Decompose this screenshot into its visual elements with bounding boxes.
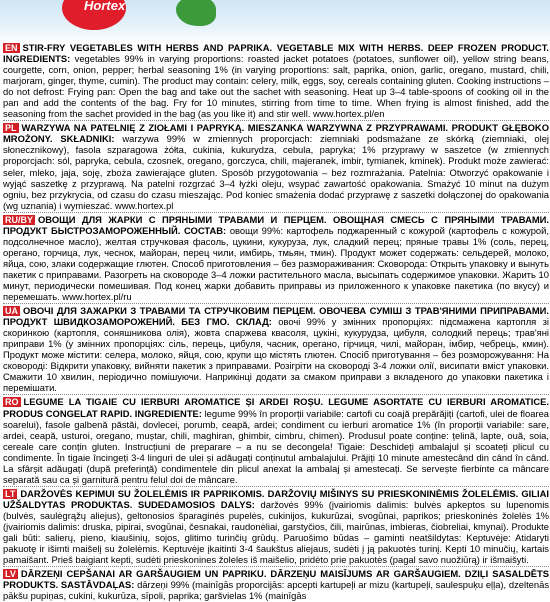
section-body: legume 99% în proporții variabile: cartofi cu coajă prepărăjiți (cartofi, ulei de floarea soarelui), fasole galbenă păstăi, dovlecei, porumb, ceapă, ardei; condiment cu ierburi aromatice 1% (în proporții variabile: sare, ardei, ceapă, usturoi, oregano, muștar, chili, maghiran, ghimbir, cimbru, chimen). Produsul poate conține: țelină, lapte, ouă, soia, cereale care conțin gluten. Instrucțiuni de preparare – a nu se decongela! Tigaie: Deschideți ambalajul și scoateți plicul cu condimente. În tigaie încingeți 3-4 linguri de ulei și adăugați conținutul ambalajului. Prăjiți 10 minute amestecând din când în când. La sfârșit adăugați (după preferință) condimentele din plicul anexat la ambalaj și amestecați. Se servește fierbinte ca mâncare separată sau ca și garnitură pentru felul doi de mâncare. [3,407,549,485]
section-heading: STIR-FRY VEGETABLES WITH HERBS AND PAPRIKA. VEGETABLE MIX WITH HERBS. DEEP FROZEN PRODUCT. INGREDIENTS: [3,42,549,65]
language-code: UA [5,306,18,317]
section-lt [3,488,549,565]
section-ua [3,305,549,393]
section-ru-by [3,214,549,302]
section-heading: LEGUME LA TIGAIE CU IERBURI AROMATICE ȘI ARDEI ROȘU. LEGUME ASORTATE CU IERBURI AROMATICE. PRODUS CONGELAT RAPID. INGREDIENTE: [3,396,549,419]
section-heading: WARZYWA NA PATELNIĘ Z ZIOŁAMI I PAPRYKĄ. MIESZANKA WARZYWNA Z PRZYPRAWAMI. PRODUKT GŁĘBOKO MROŻONY. SKŁADNIKI: [3,122,549,145]
ingredient-sections [3,42,549,602]
section-body: daržovės 99% (įvairiomis dalimis: bulvės apkeptos su lupenomis (bulvės, saulėgrąžų aliejus), geltonosios šparaginės pupelės, cukinijos, kukurūzai, svogūnai, paprikos; prieskoninės žolelės 1% (įvairiomis dalimis: druska, pipirai, svogūnai, česnakai, raudonėliai, garstyčios, čili, mairūnas, imbieras, čiobreliai, kmynai). Produkte gali būti: salierų, pieno, kiaušinių, sojos, glitimo turinčių grūdų. Paruošimo būdas – gaminti neatšildytas: Keptuvėje: Atidaryti pakuotę ir išimti maišelį su žolelėmis. Keptuvėje įkaitinti 3-4 šaukštus aliejaus, sudėti į ją pakuotės turinį. Kepti 10 minučių, kartais pamaišant. Prieš baigiant kepti, sudėti prieskonines žoleles iš maišelio, pridėto prie pakuotės (pagal savo nuožiūrą) ir išmaišyti. [3,498,549,566]
language-code: PL [5,123,17,134]
section-body: dārzeņi 99% (mainīgās proporcijās: apcepti kartupeļi ar mizu (kartupeļi, saulespuķu eļļa), dzeltenās pākšu pupiņas, cukini, kukurūza, sīpoli, paprika; garšvielas 1% (mainīgās [3,579,550,602]
section-body: vegetables 99% in varying proportions: roasted jacket potatoes (potatoes, sunflower oil), yellow string beans, courgette, corn, onion, pepper; herbal seasoning 1% (in varying proportions: salt, paprika, onion, garlic, oregano, mustard, chili, marjoram, ginger, thyme, cumin). The product may contain: celery, milk, eggs, soy, cereals containing gluten. Cooking instructions – do not defrost: Frying pan: Open the bag and take out the sachet with seasoning. Heat up 3–4 table-spoons of cooking oil in the pan and add the contents of the bag. Fry for 10 minutes, stirring from time to time. When frying is almost finished, add the seasoning from the sachet provided in the bag (as you like it) and stir well. www.hortex.pl/en [3,53,549,120]
language-code: LV [5,569,16,580]
section-divider [3,303,549,304]
section-lv [3,568,549,601]
section-divider [3,120,549,121]
section-heading: DĀRZEŅI CEPŠANAI AR GARŠAUGIEM UN PAPRIKU. DĀRZEŅU MAISĪJUMS AR GARŠAUGIEM. DZIĻI SASALDĒTS PRODUKTS. SASTĀVDAĻAS: [3,568,549,591]
section-body: warzywa 99% w zmiennych proporcjach: ziemniaki podsmażane ze skórką (ziemniaki, olej słonecznikowy), fasola szparagowa żółta, cukinia, kukurydza, cebula, papryka; 1% przyprawy w saszetce (w zmiennych proporcjach: sól, papryka, cebula, czosnek, oregano, gorczyca, chili, majeranek, imbir, tymianek, kminek). Produkt może zawierać: seler, mleko, jaja, soję, zboża zawierające gluten. Sposób przygotowania – bez rozmrażania. Patelnia: Otworzyć opakowanie i wyjąć saszetkę z przyprawą. Na patelni rozgrzać 3–4 łyżki oleju, wsypać zawartość opakowania. Smażyć 10 minut na dużym ogniu, bez przykrycia, od czasu do czasu mieszając. Pod koniec smażenia dodać przyprawę z saszetki dołączonej do opakowania (wg uznania) i wymieszać. www.hortex.pl [3,133,549,211]
section-heading: ОВОЩИ ДЛЯ ЖАРКИ С ПРЯНЫМИ ТРАВАМИ И ПЕРЦЕМ. ОВОЩНАЯ СМЕСЬ С ПРЯНЫМИ ТРАВАМИ. ПРОДУКТ БЫСТРОЗАМОРОЖЕННЫЙ. СОСТАВ: [3,213,549,236]
section-heading: DARŽOVĖS KEPIMUI SU ŽOLELĖMIS IR PAPRIKOMIS. DARŽOVIŲ MIŠINYS SU PRIESKONINĖMIS ŽOLELĖMIS. GILIAI UŽŠALDYTAS PRODUKTAS. SUDEDAMOSIOS DALYS: [3,487,549,510]
section-pl [3,122,549,210]
language-code: EN [5,43,18,53]
brand-logo-text: Hortex [84,0,126,13]
language-code: RO [5,397,19,408]
language-code: LT [5,488,16,499]
section-heading: ОВОЧІ ДЛЯ ЗАЖАРКИ З ТРАВАМИ ТА СТРУЧКОВИМ ПЕРЦЕМ. ОВОЧЕВА СУМІШ З ТРАВ'ЯНИМИ ПРИПРАВАМИ. ПРОДУКТ ШВИДКОЗАМОРОЖЕНИЙ. БЕЗ ГМО. СКЛАД: [3,305,549,328]
section-body: овощи 99%: картофель поджаренный с кожурой (картофель с кожурой, подсолнечное масло), желтая стручковая фасоль, цукини, кукуруза, лук, сладкий перец; пряные травы 1% (соль, перец, орегано, горчица, лук, чеснок, майоран, перец чили, имбирь, тмьян, тмин). Продукт может содержать: сельдерей, молоко, яйца, сою, злаки содержащие глютен. Способ приготовления – без размораживания: Сковорода: Открыть упаковку и вынуть пакетик с приправами. Разогреть на сковороде 3–4 ложки растительного масла, высыпать содержимое упаковки. Жарить 10 минут, периодически помешивая. Под конец жарки добавить приправы из приложенного к упаковке пакетика (по вкусу) и перемешать. www.hortex.pl/ru [3,224,549,303]
section-en [3,42,549,119]
section-divider [3,394,549,395]
section-divider [3,212,549,213]
language-code: RU/BY [5,214,34,225]
section-divider [3,566,549,567]
section-divider [3,486,549,487]
section-ro [3,396,549,484]
section-body: овочі 99% у змінних пропорціях: підсмажена картопля зі скоринкою (картопля, соняшникова олія), жовта спаржева квасоля, цукіні, кукурудза, цибуля, солодкий перець; трав'яні приправи 1% (у змінних пропорціях: сіль, перець, цибуля, часник, орегано, гірчиця, чилі, майоран, імбир, чебрець, кмин). Продукт може містити: селера, молоко, яйця, сою, крупи що містять глютен. Спосіб приготування – без розморожування: На сковороді: Відкрити упаковку, вийняти пакетик з приправами. Розігріти на сковороді 3-4 ложки олії, висипати вміст упаковки. Смажити 10 хвилин, періодично помішуючи. Наприкінці додати за смаком приправи з вкладеного до упаковки пакетика і перемішати. [3,316,549,394]
